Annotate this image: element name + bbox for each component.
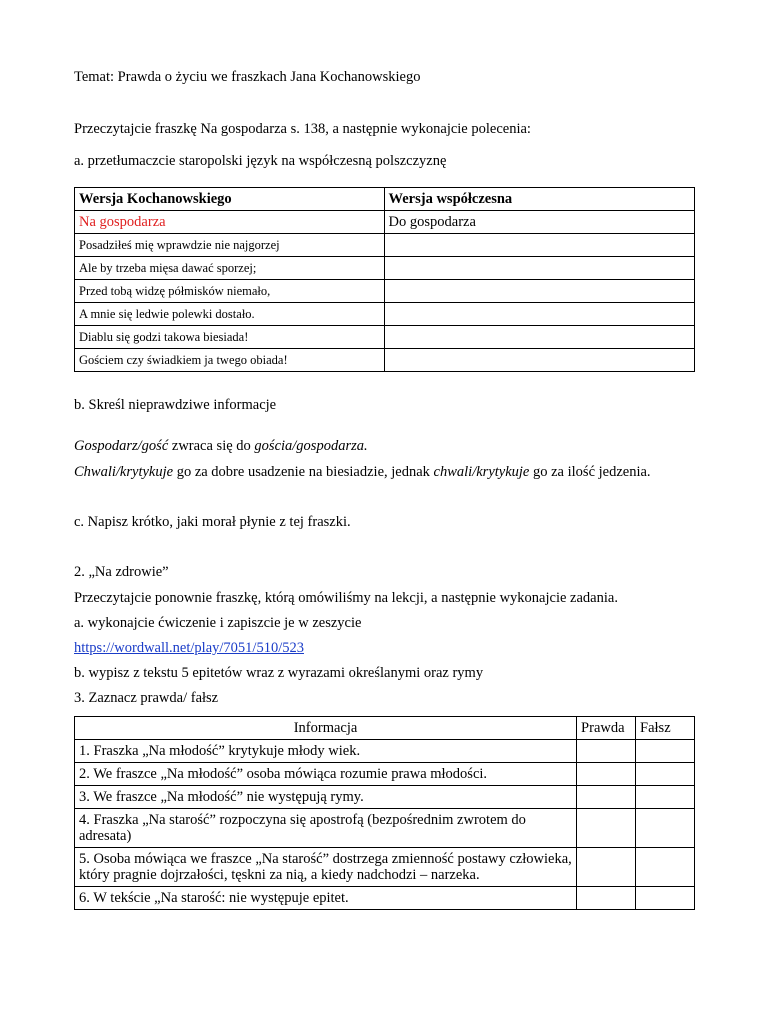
section-2-task-a: a. wykonajcie ćwiczenie i zapiszcie je w zeszycie [74, 615, 362, 631]
header-kochanowski: Wersja Kochanowskiego [75, 188, 385, 211]
statement-cell: 5. Osoba mówiąca we fraszce „Na starość” dostrzega zmienność postawy człowieka, który pragnie dojrzałości, tęskni za nią, a kiedy nadchodzi – narzeka. [75, 848, 577, 887]
false-cell[interactable] [636, 809, 695, 848]
task-a-line: a. przetłumaczcie staropolski język na współczesną polszczyznę [74, 153, 447, 169]
header-false: Fałsz [636, 717, 695, 740]
old-version-cell: Gościem czy świadkiem ja twego obiada! [75, 349, 385, 372]
modern-version-cell[interactable] [384, 257, 694, 280]
choice-guest-host[interactable]: gościa/gospodarza. [254, 438, 368, 454]
true-cell[interactable] [577, 740, 636, 763]
section-2-intro: Przeczytajcie ponownie fraszkę, którą omówiliśmy na lekcji, a następnie wykonajcie zadania. [74, 590, 618, 606]
header-modern: Wersja współczesna [384, 188, 694, 211]
false-cell[interactable] [636, 848, 695, 887]
task-b-sentence-1 [74, 437, 368, 455]
false-cell[interactable] [636, 763, 695, 786]
task-b-sentence-2 [74, 463, 651, 481]
table-row [75, 280, 695, 303]
choice-host-guest[interactable]: Gospodarz/gość [74, 438, 169, 454]
true-cell[interactable] [577, 786, 636, 809]
wordwall-link-line [74, 639, 304, 657]
section-3-title: 3. Zaznacz prawda/ fałsz [74, 690, 219, 706]
sentence-text: go za ilość jedzenia. [529, 464, 651, 480]
old-version-cell: Przed tobą widzę półmisków niemało, [75, 280, 385, 303]
table-row [75, 326, 695, 349]
statement-cell: 4. Fraszka „Na starość” rozpoczyna się apostrofą (bezpośrednim zwrotem do adresata) [75, 809, 577, 848]
true-cell[interactable] [577, 848, 636, 887]
wordwall-link[interactable]: https://wordwall.net/play/7051/510/523 [74, 640, 304, 656]
choice-praise-criticize[interactable]: Chwali/krytykuje [74, 464, 174, 480]
topic-line: Temat: Prawda o życiu we fraszkach Jana Kochanowskiego [74, 69, 421, 85]
table-row [75, 887, 695, 910]
table-row [75, 303, 695, 326]
statement-cell: 3. We fraszce „Na młodość” nie występują rymy. [75, 786, 577, 809]
old-version-cell: Posadziłeś mię wprawdzie nie najgorzej [75, 234, 385, 257]
false-cell[interactable] [636, 786, 695, 809]
modern-version-cell[interactable] [384, 303, 694, 326]
statement-cell: 2. We fraszce „Na młodość” osoba mówiąca rozumie prawa młodości. [75, 763, 577, 786]
table-row [75, 257, 695, 280]
section-2-task-b: b. wypisz z tekstu 5 epitetów wraz z wyrazami określanymi oraz rymy [74, 665, 484, 681]
false-cell[interactable] [636, 887, 695, 910]
old-version-cell: Na gospodarza [75, 211, 385, 234]
task-b-title: b. Skreśl nieprawdziwe informacje [74, 397, 277, 413]
table-row [75, 211, 695, 234]
table-header-row [75, 188, 695, 211]
table-row [75, 349, 695, 372]
old-version-cell: Ale by trzeba mięsa dawać sporzej; [75, 257, 385, 280]
sentence-text: go za dobre usadzenie na biesiadzie, jednak [173, 464, 434, 480]
header-information: Informacja [75, 717, 577, 740]
table-row [75, 763, 695, 786]
choice-praise-criticize-2[interactable]: chwali/krytykuje [433, 464, 530, 480]
true-cell[interactable] [577, 887, 636, 910]
translation-table [74, 187, 695, 372]
table-row [75, 234, 695, 257]
true-cell[interactable] [577, 809, 636, 848]
old-version-cell: A mnie się ledwie polewki dostało. [75, 303, 385, 326]
modern-version-cell[interactable]: Do gospodarza [384, 211, 694, 234]
header-true: Prawda [577, 717, 636, 740]
table-row [75, 740, 695, 763]
modern-version-cell[interactable] [384, 280, 694, 303]
true-cell[interactable] [577, 763, 636, 786]
table-row [75, 848, 695, 887]
table-row [75, 786, 695, 809]
intro-line: Przeczytajcie fraszkę Na gospodarza s. 138, a następnie wykonajcie polecenia: [74, 121, 531, 137]
modern-version-cell[interactable] [384, 234, 694, 257]
modern-version-cell[interactable] [384, 326, 694, 349]
task-c-line: c. Napisz krótko, jaki morał płynie z tej fraszki. [74, 514, 351, 530]
false-cell[interactable] [636, 740, 695, 763]
statement-cell: 6. W tekście „Na starość: nie występuje epitet. [75, 887, 577, 910]
table-header-row [75, 717, 695, 740]
section-2-title: 2. „Na zdrowie” [74, 564, 169, 580]
true-false-table [74, 716, 695, 910]
sentence-text: zwraca się do [168, 438, 255, 454]
statement-cell: 1. Fraszka „Na młodość” krytykuje młody wiek. [75, 740, 577, 763]
old-version-cell: Diablu się godzi takowa biesiada! [75, 326, 385, 349]
modern-version-cell[interactable] [384, 349, 694, 372]
table-row [75, 809, 695, 848]
